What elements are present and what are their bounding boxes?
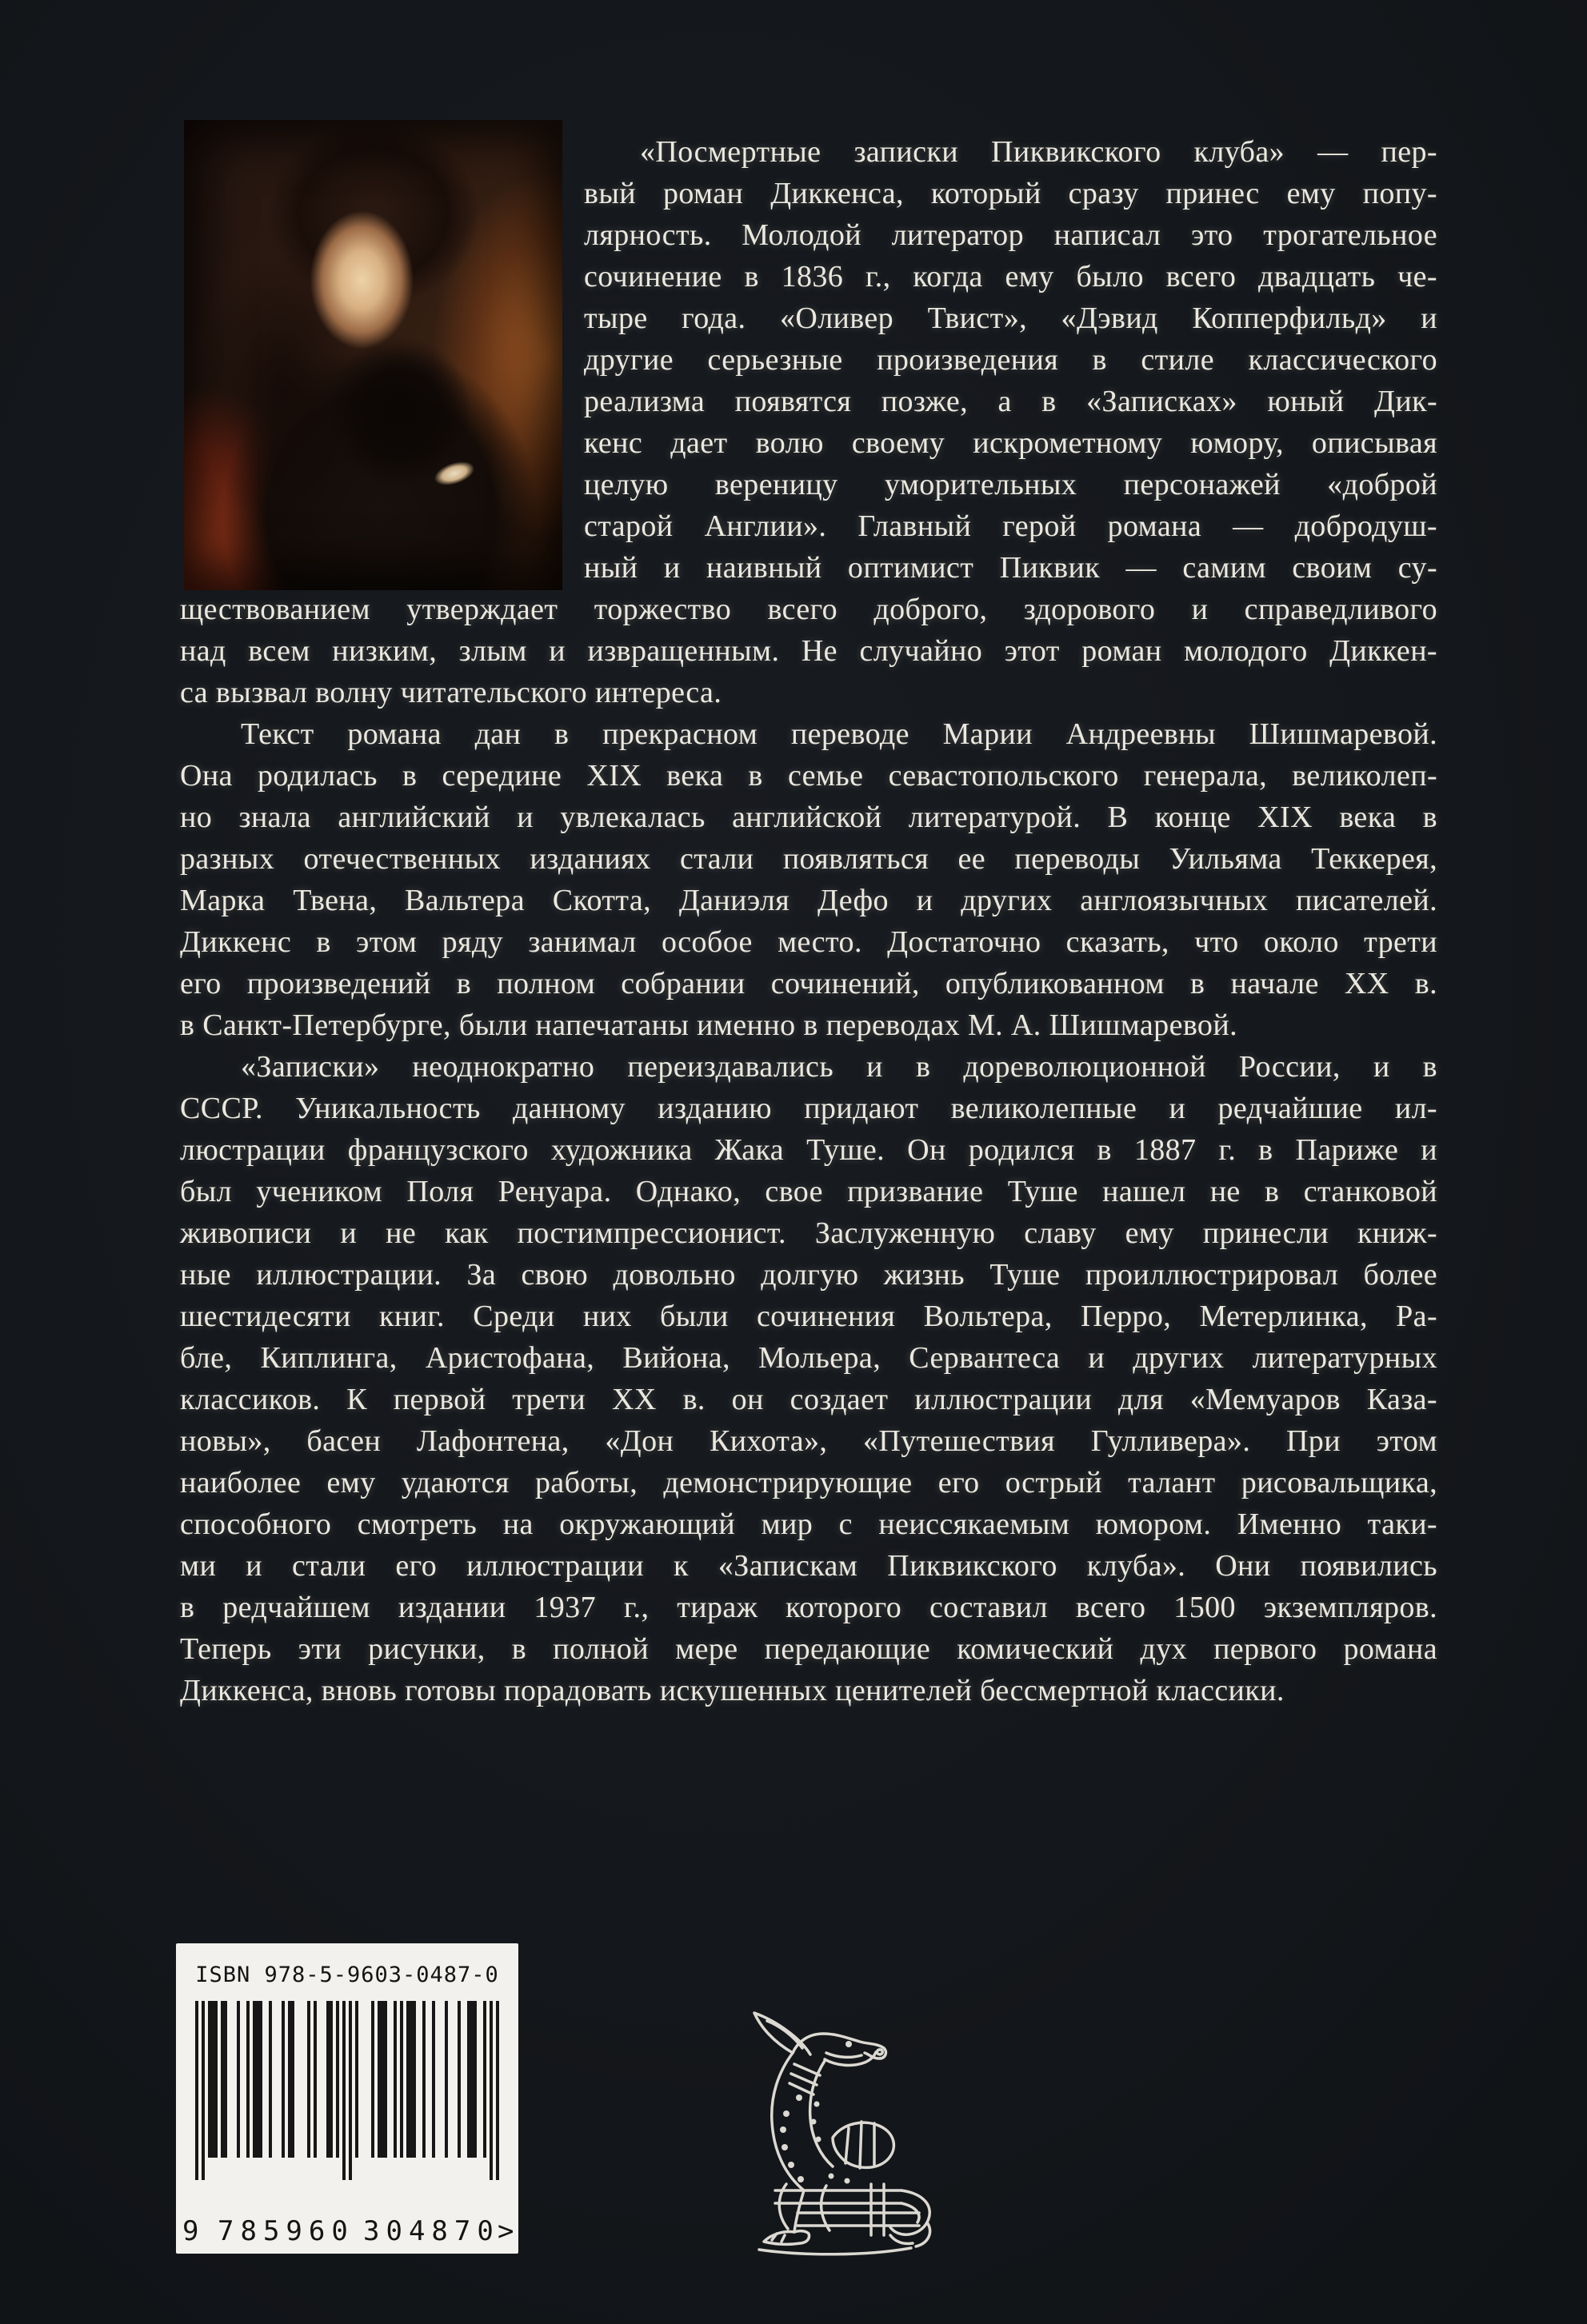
- annotation-line: кенс дает волю своему искрометному юмору, описывая: [584, 426, 1437, 460]
- annotation-paragraph-2: [180, 713, 1437, 1046]
- annotation-line: реализма появятся позже, а в «Записках» юный Дик-: [584, 385, 1437, 418]
- annotation-line: «Посмертные записки Пиквикского клуба» — пер-: [640, 135, 1437, 169]
- annotation-paragraph-3: [180, 1046, 1437, 1711]
- annotation-line: Диккенс в этом ряду занимал особое место. Достаточно сказать, что около трети: [180, 925, 1437, 959]
- annotation-line: способного смотреть на окружающий мир с неиссякаемым юмором. Именно таки-: [180, 1507, 1437, 1541]
- annotation-line: его произведений в полном собрании сочинений, опубликованном в начале XX в.: [180, 967, 1437, 1000]
- annotation-text: [180, 131, 1437, 1711]
- annotation-line: разных отечественных изданиях стали появляться ее переводы Уильяма Теккерея,: [180, 842, 1437, 876]
- annotation-line: другие серьезные произведения в стиле классического: [584, 343, 1437, 377]
- barcode-quiet-zone-mark: >: [498, 2215, 514, 2247]
- annotation-line: бле, Киплинга, Аристофана, Вийона, Мольера, Сервантеса и других литературных: [180, 1341, 1437, 1375]
- annotation-line: са вызвал волну читательского интереса.: [180, 676, 722, 709]
- barcode-lead-digit: 9: [182, 2215, 199, 2247]
- annotation-line: СССР. Уникальность данному изданию придают великолепные и редчайшие ил-: [180, 1092, 1437, 1125]
- annotation-line: люстрации французского художника Жака Туше. Он родился в 1887 г. в Париже и: [180, 1133, 1437, 1167]
- annotation-line: «Записки» неоднократно переиздавались и в дореволюционной России, и в: [241, 1050, 1437, 1084]
- annotation-line: шестидесяти книг. Среди них были сочинения Вольтера, Перро, Метерлинка, Ра-: [180, 1300, 1437, 1333]
- annotation-line: ми и стали его иллюстрации к «Запискам Пиквикского клуба». Они появились: [180, 1549, 1437, 1583]
- barcode-digits: [176, 2212, 518, 2247]
- annotation-line: в Санкт-Петербурге, были напечатаны именно в переводах М. А. Шишмаревой.: [180, 1008, 1237, 1042]
- annotation-line: над всем низким, злым и извращенным. Не случайно этот роман молодого Диккен-: [180, 634, 1437, 668]
- annotation-line: ные иллюстрации. За свою довольно долгую жизнь Туше проиллюстрировал более: [180, 1258, 1437, 1292]
- annotation-line: Теперь эти рисунки, в полной мере передающие комический дух первого романа: [180, 1632, 1437, 1666]
- publisher-dragon-logo-icon: [730, 2002, 948, 2270]
- annotation-line: живописи и не как постимпрессионист. Заслуженную славу ему принесли книж-: [180, 1216, 1437, 1250]
- barcode-digit-group-2: 304870: [363, 2215, 500, 2247]
- ean13-barcode: [195, 2001, 499, 2182]
- barcode-digit-group-1: 785960: [218, 2215, 354, 2247]
- annotation-line: ществованием утверждает торжество всего доброго, здорового и справедливого: [180, 593, 1437, 626]
- annotation-line: сочинение в 1836 г., когда ему было всего двадцать че-: [584, 260, 1437, 293]
- annotation-line: Марка Твена, Вальтера Скотта, Даниэля Дефо и других англоязычных писателей.: [180, 884, 1437, 917]
- annotation-line: но знала английский и увлекалась английской литературой. В конце XIX века в: [180, 801, 1437, 834]
- annotation-line: тыре года. «Оливер Твист», «Дэвид Копперфильд» и: [584, 301, 1437, 335]
- portrait-float-spacer: [180, 131, 584, 587]
- annotation-line: был учеником Поля Ренуара. Однако, свое призвание Туше нашел не в станковой: [180, 1175, 1437, 1208]
- annotation-line: Она родилась в середине XIX века в семье севастопольского генерала, великолеп-: [180, 759, 1437, 793]
- annotation-line: наиболее ему удаются работы, демонстрирующие его острый талант рисовальщика,: [180, 1466, 1437, 1499]
- annotation-line: новы», басен Лафонтена, «Дон Кихота», «Путешествия Гулливера». При этом: [180, 1424, 1437, 1458]
- annotation-line: в редчайшем издании 1937 г., тираж которого составил всего 1500 экземпляров.: [180, 1591, 1437, 1624]
- annotation-line: ный и наивный оптимист Пиквик — самим своим су-: [584, 551, 1437, 585]
- annotation-line: классиков. К первой трети XX в. он создает иллюстрации для «Мемуаров Каза-: [180, 1383, 1437, 1416]
- annotation-line: целую вереницу уморительных персонажей «доброй: [584, 468, 1437, 501]
- isbn-barcode-label: [176, 1943, 518, 2254]
- isbn-number: ISBN 978-5-9603-0487-0: [195, 1963, 499, 1987]
- annotation-line: Текст романа дан в прекрасном переводе Марии Андреевны Шишмаревой.: [241, 717, 1437, 751]
- annotation-line: вый роман Диккенса, который сразу принес ему попу-: [584, 177, 1437, 210]
- annotation-line: Диккенса, вновь готовы порадовать искушенных ценителей бессмертной классики.: [180, 1674, 1285, 1707]
- annotation-line: старой Англии». Главный герой романа — добродуш-: [584, 509, 1437, 543]
- annotation-line: лярность. Молодой литератор написал это трогательное: [584, 218, 1437, 252]
